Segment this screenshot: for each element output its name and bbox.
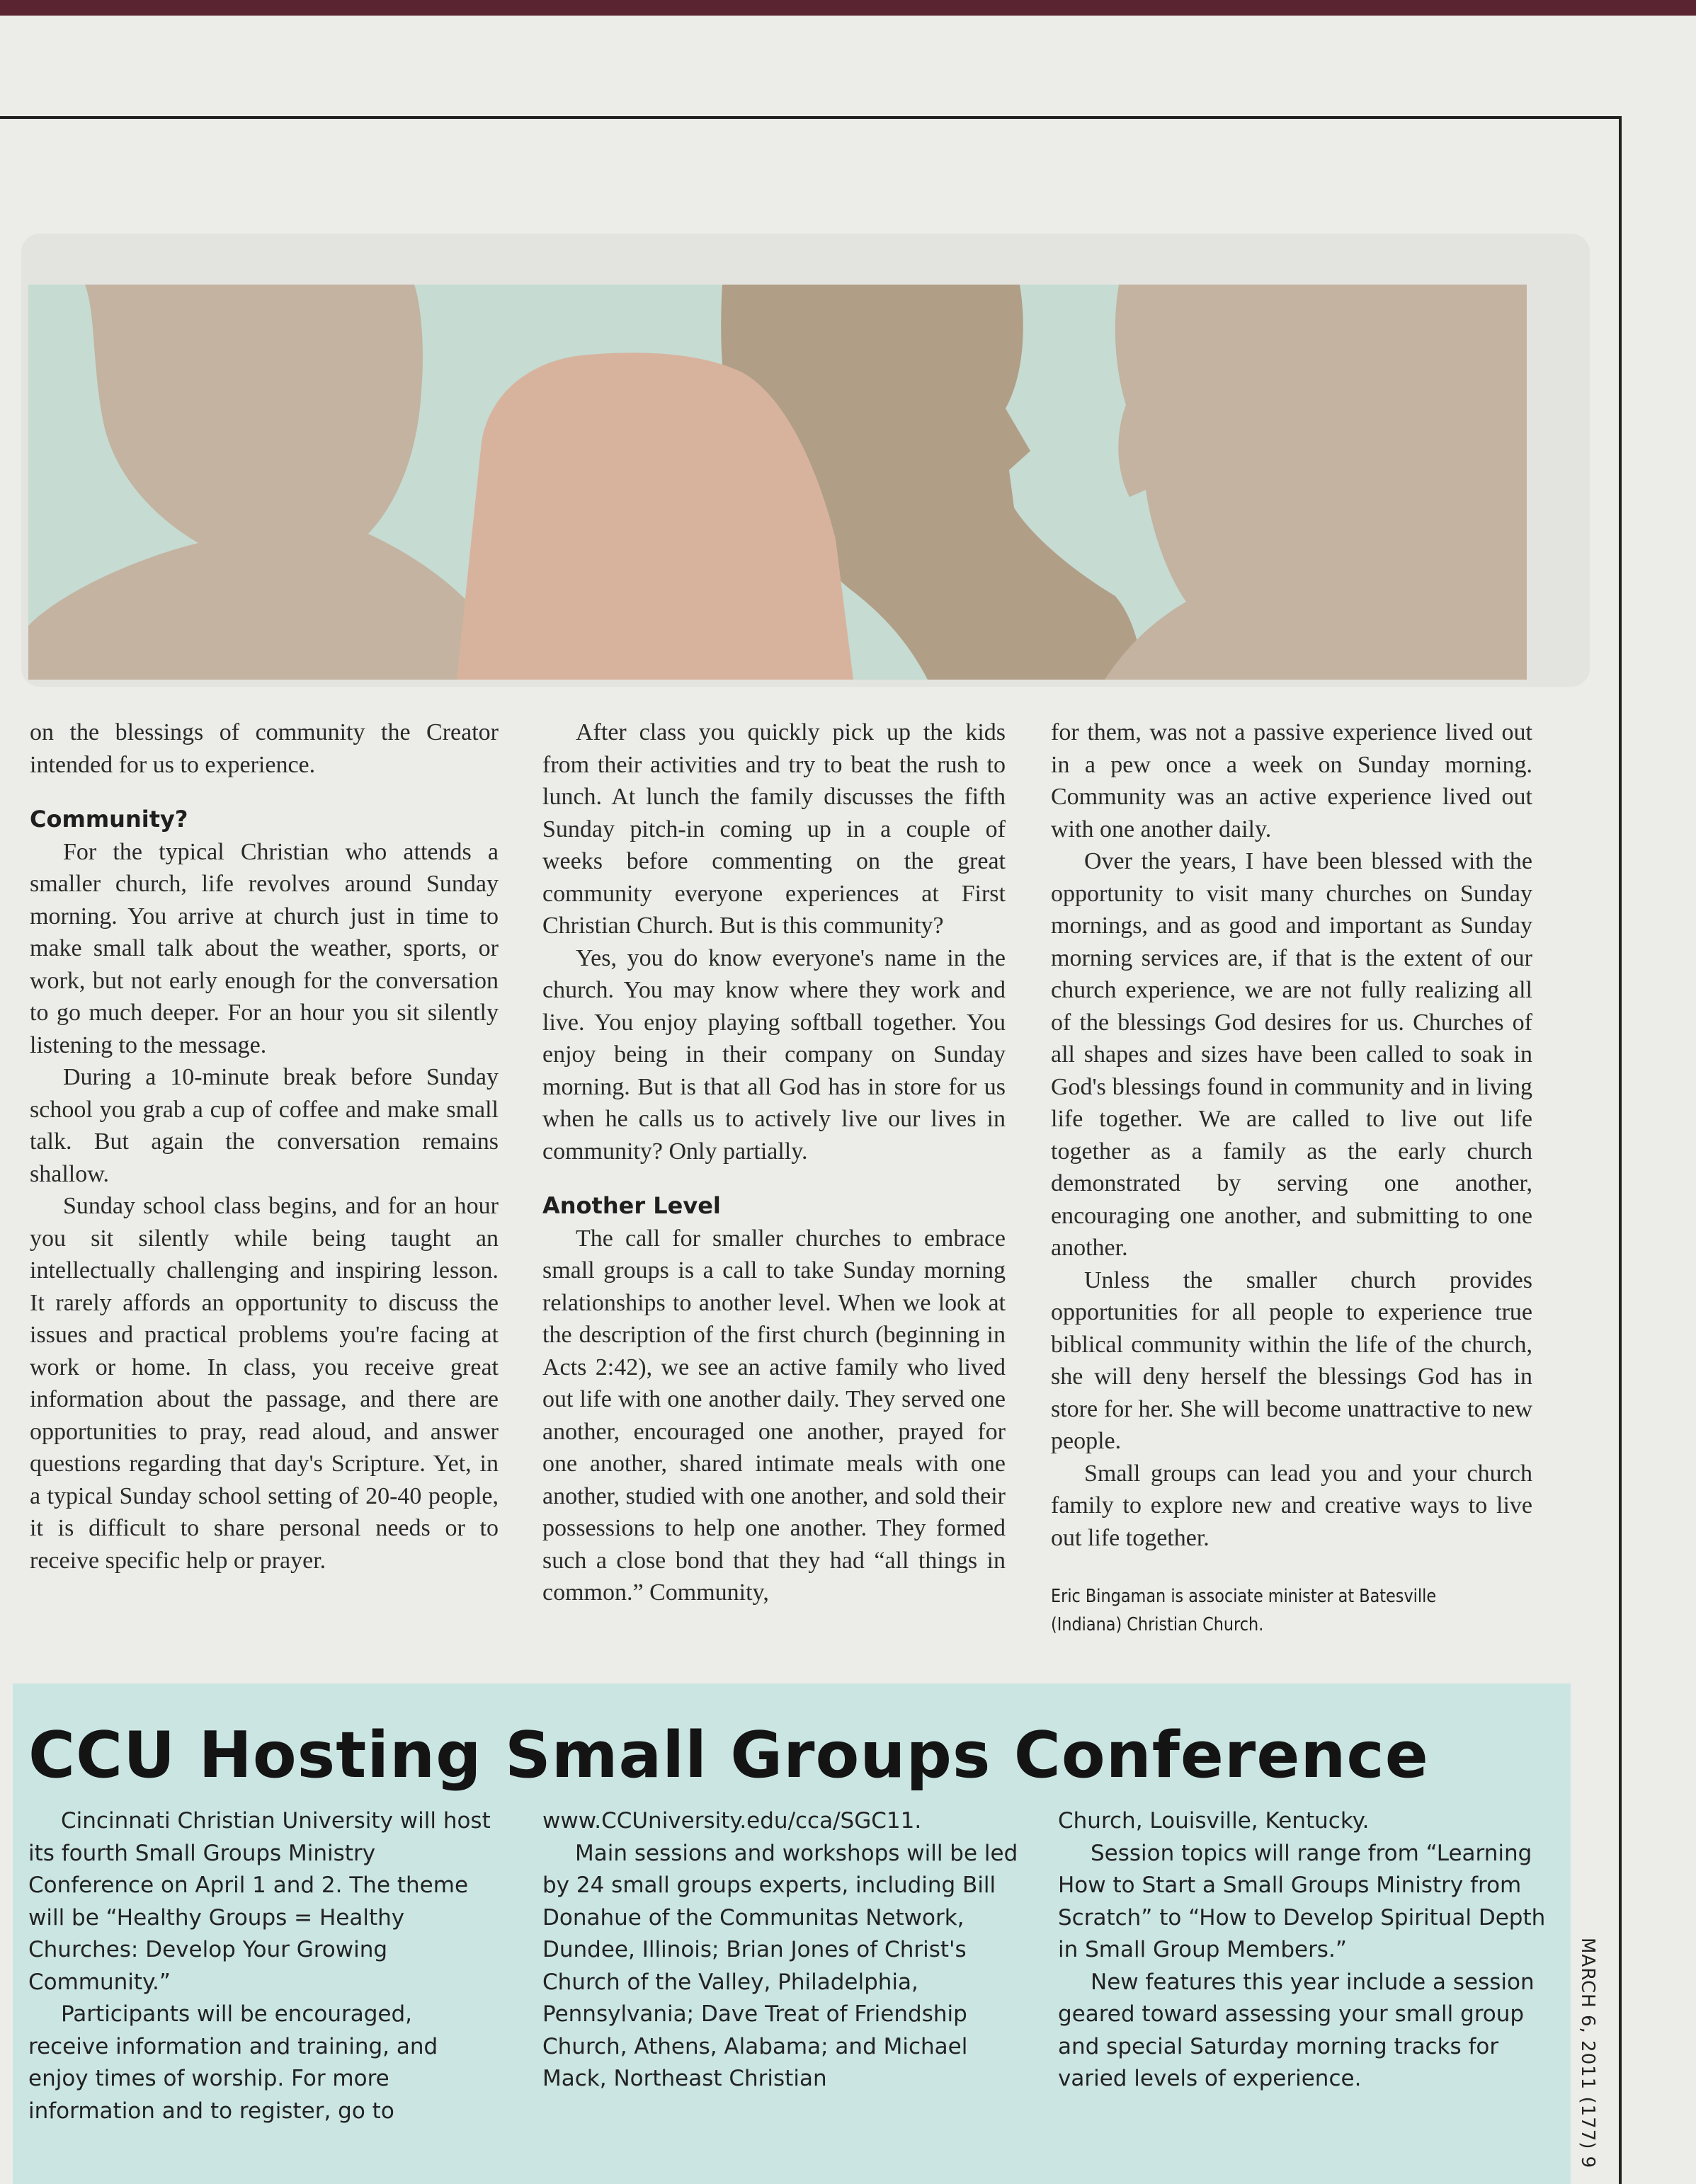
head-silhouette-right: [1105, 285, 1527, 680]
conference-column-2: [542, 1805, 1024, 2096]
spacer: [542, 1167, 1006, 1190]
article-column-2: [542, 716, 1006, 1609]
conference-title: CCU Hosting Small Groups Conference: [28, 1718, 1429, 1793]
paragraph: Main sessions and workshops will be led by 24 small groups experts, including Bill Donahue of the Communitas Network, Dundee, Illinois; Brian Jones of Christ's Church of the Valley, Philadelphia, Pennsylvania; Dave Treat of Friendship Church, Athens, Alabama; and Michael Mack, Northeast Christian: [542, 1840, 1018, 2091]
paragraph: Sunday school class begins, and for an hour you sit silently while being taught an intellectually challenging and inspiring lesson. It rarely affords an opportunity to discuss the issues and practical problems you're facing at work or home. In class, you receive great information about the passage, and there are opportunities to pray, read aloud, and answer questions regarding that day's Scripture. Yet, in a typical Sunday school setting of 20-40 people, it is difficult to share personal needs or to receive specific help or prayer.: [30, 1193, 499, 1574]
paragraph: During a 10-minute break before Sunday school you grab a cup of coffee and make small talk. But again the conversation remains shallow.: [30, 1064, 499, 1187]
section-heading-community: Community?: [30, 806, 188, 833]
frame-rule-right: [1619, 116, 1622, 2184]
conference-column-1: [28, 1805, 496, 2127]
article-column-3: [1051, 716, 1532, 1639]
paragraph: After class you quickly pick up the kids from their activities and try to beat the rush to lunch. At lunch the family discusses the fifth Sunday pitch-in coming up in a couple of weeks before commenting on the great community everyone experiences at First Christian Church. But is this community?: [542, 719, 1006, 939]
page-folio: MARCH 6, 2011 (177) 9: [1577, 1938, 1598, 2169]
page-top-edge: [0, 0, 1696, 16]
column-3-lead: for them, was not a passive experience lived out in a pew once a week on Sunday morning. Community was an active experience lived out with one another daily.: [1051, 719, 1532, 842]
frame-rule-top: [0, 116, 1622, 119]
paragraph: Unless the smaller church provides opportunities for all people to experience true biblical community within the life of the church, she will deny herself the blessings God has in store for her. She will become unattractive to new people.: [1051, 1267, 1532, 1454]
paragraph: Participants will be encouraged, receive information and training, and enjoy times of worship. For more information and to register, go to: [28, 2001, 438, 2124]
paragraph: For the typical Christian who attends a smaller church, life revolves around Sunday morning. You arrive at church just in time to make small talk about the weather, sports, or work, but not early enough for the conversation to go much deeper. For an hour you sit silently listening to the message.: [30, 838, 499, 1058]
paragraph: Small groups can lead you and your church family to explore new and creative ways to live out life together.: [1051, 1460, 1532, 1551]
spacer: [30, 781, 499, 804]
section-heading-another-level: Another Level: [542, 1192, 721, 1219]
paragraph: Cincinnati Christian University will host its fourth Small Groups Ministry Conference on April 1 and 2. The theme will be “Healthy Groups = Healthy Churches: Develop Your Growing Community.”: [28, 1808, 491, 1995]
conference-column-3-lead: Church, Louisville, Kentucky.: [1058, 1808, 1370, 1834]
paragraph: Session topics will range from “Learning How to Start a Small Groups Ministry from Scratch” to “How to Develop Spiritual Depth in Small Group Members.”: [1058, 1840, 1546, 1962]
conference-column-3: [1058, 1805, 1547, 2096]
heads-illustration: [28, 285, 1527, 680]
paragraph: New features this year include a session geared toward assessing your small group and special Saturday morning tracks for varied levels of experience.: [1058, 1969, 1535, 2091]
paragraph: Over the years, I have been blessed with the opportunity to visit many churches on Sunday mornings, and as good and important as Sunday morning services are, if that is the extent of our church experience, we are not fully realizing all of the blessings God desires for us. Churches of all shapes and sizes have been called to soak in God's blessings found in community and in living life together. We are called to live out life together as a family as the early church demonstrated by serving one another, encouraging one another, and submitting to one another.: [1051, 848, 1532, 1261]
article-column-1: [30, 716, 499, 1577]
paragraph: The call for smaller churches to embrace small groups is a call to take Sunday morning relationships to another level. When we look at the description of the first church (beginning in Acts 2:42), we see an active family who lived out life with one another daily. They served one another, encouraged one another, prayed for one another, shared intimate meals with one another, studied with one another, and sold their possessions to help one another. They formed such a close bond that they had “all things in common.” Community,: [542, 1225, 1006, 1606]
conference-url: www.CCUniversity.edu/cca/SGC11.: [542, 1808, 922, 1834]
column-1-intro: on the blessings of community the Creator intended for us to experience.: [30, 719, 499, 778]
author-bio: Eric Bingaman is associate minister at Batesville (Indiana) Christian Church.: [1051, 1586, 1437, 1635]
paragraph: Yes, you do know everyone's name in the church. You may know where they work and live. You enjoy playing softball together. You enjoy being in their company on Sunday morning. But is that all God has in store for us when he calls us to actively live our lives in community? Only partially.: [542, 944, 1006, 1165]
spacer: [1051, 1554, 1532, 1582]
